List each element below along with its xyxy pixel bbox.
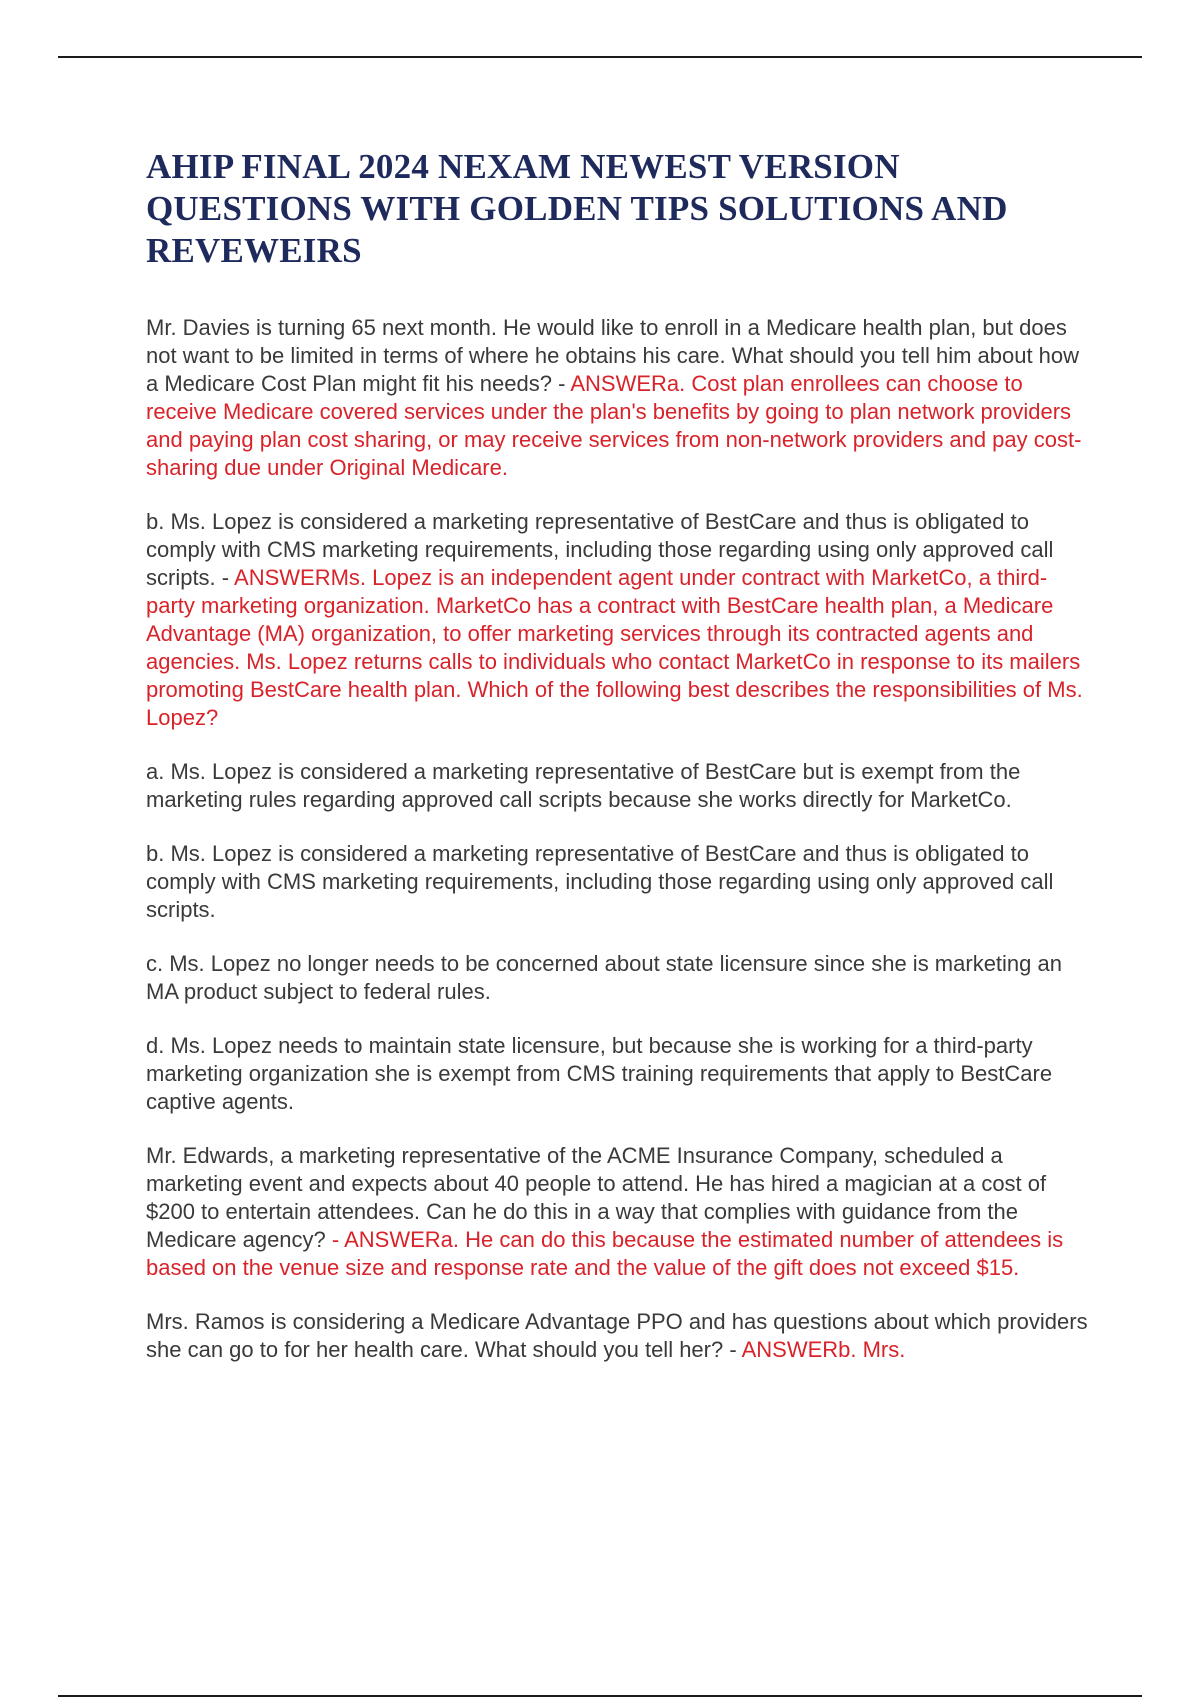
option-c	[146, 950, 1096, 1006]
document-body	[146, 146, 1096, 1390]
option-text: c. Ms. Lopez no longer needs to be concerned about state licensure since she is marketing an MA product subject to federal rules.	[146, 951, 1062, 1004]
document-title: AHIP FINAL 2024 NEXAM NEWEST VERSION QUESTIONS WITH GOLDEN TIPS SOLUTIONS AND REVEWEIRS	[146, 147, 1008, 270]
qa-block-2	[146, 508, 1096, 732]
bottom-rule	[58, 1695, 1142, 1697]
option-text: b. Ms. Lopez is considered a marketing representative of BestCare and thus is obligated to comply with CMS marketing requirements, including those regarding using only approved call scripts.	[146, 841, 1054, 922]
qa-block-1	[146, 314, 1096, 482]
option-a	[146, 758, 1096, 814]
question-text: Mr. Edwards, a marketing representative of the ACME Insurance Company, scheduled a marketing event and expects about 40 people to attend. He has hired a magician at a cost of $200 to entertain attendees. Can he do this in a way that complies with guidance from the Medicare agency?	[146, 1143, 1047, 1252]
question-text: b. Ms. Lopez is considered a marketing representative of BestCare and thus is obligated to comply with CMS marketing requirements, including those regarding using only approved call scripts. -	[146, 509, 1054, 590]
top-rule	[58, 56, 1142, 58]
option-text: a. Ms. Lopez is considered a marketing representative of BestCare but is exempt from the marketing rules regarding approved call scripts because she works directly for MarketCo.	[146, 759, 1021, 812]
answer-text: ANSWERa. Cost plan enrollees can choose to receive Medicare covered services under the plan's benefits by going to plan network providers and paying plan cost sharing, or may receive services from non-network providers and pay cost-sharing due under Original Medicare.	[146, 371, 1082, 480]
question-text: Mr. Davies is turning 65 next month. He would like to enroll in a Medicare health plan, but does not want to be limited in terms of where he obtains his care. What should you tell him about how a Medicare Cost Plan might fit his needs? -	[146, 315, 1080, 396]
answer-text: - ANSWERa. He can do this because the estimated number of attendees is based on the venue size and response rate and the value of the gift does not exceed $15.	[146, 1227, 1064, 1280]
qa-block-3	[146, 1142, 1096, 1282]
option-text: d. Ms. Lopez needs to maintain state licensure, but because she is working for a third-party marketing organization she is exempt from CMS training requirements that apply to BestCare captive agents.	[146, 1033, 1053, 1114]
answer-text: ANSWERb. Mrs.	[741, 1337, 906, 1362]
option-d	[146, 1032, 1096, 1116]
option-b	[146, 840, 1096, 924]
qa-block-4	[146, 1308, 1096, 1364]
question-text: Mrs. Ramos is considering a Medicare Advantage PPO and has questions about which providers she can go to for her health care. What should you tell her? -	[146, 1309, 1088, 1362]
answer-text: ANSWERMs. Lopez is an independent agent under contract with MarketCo, a third-party marketing organization. MarketCo has a contract with BestCare health plan, a Medicare Advantage (MA) organization, to offer marketing services through its contracted agents and agencies. Ms. Lopez returns calls to individuals who contact MarketCo in response to its mailers promoting BestCare health plan. Which of the following best describes the responsibilities of Ms. Lopez?	[146, 565, 1083, 730]
